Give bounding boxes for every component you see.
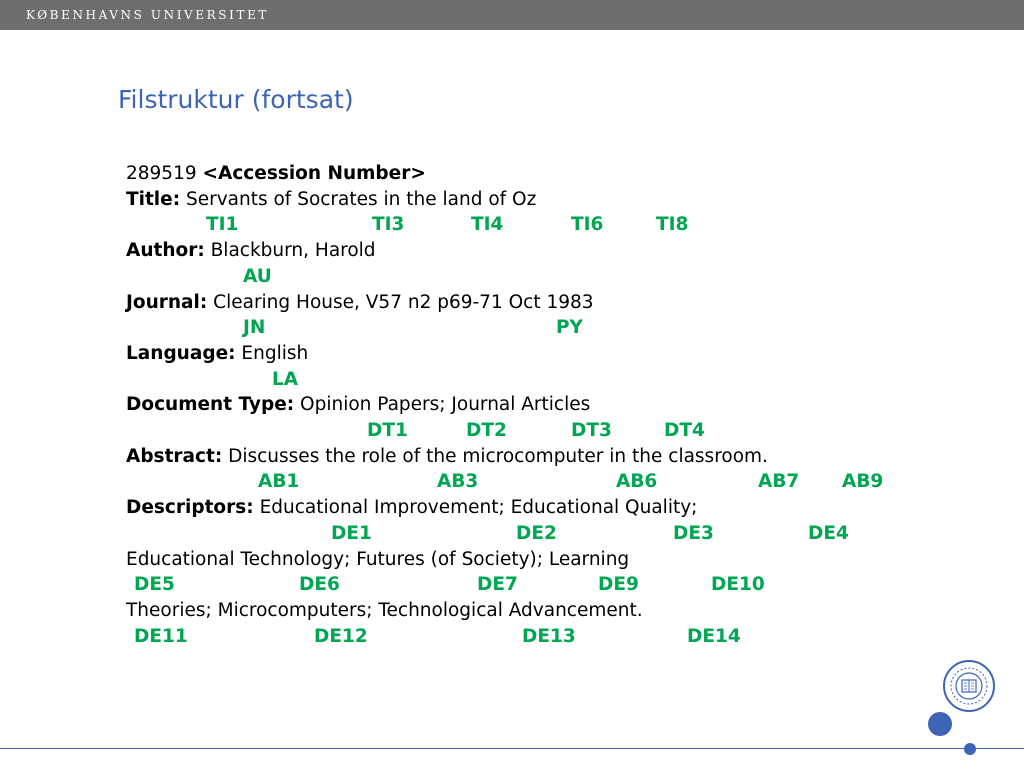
- field-tag: DE3: [673, 522, 714, 544]
- field-tag-row: [126, 572, 986, 598]
- field-tag: LA: [272, 368, 299, 390]
- field-tag: DE10: [711, 574, 765, 596]
- field-tag-row: [126, 212, 986, 238]
- decorative-dot-small: [964, 743, 976, 755]
- field-tag: AU: [243, 265, 272, 287]
- field-value: Opinion Papers; Journal Articles: [294, 394, 591, 416]
- field-tag: PY: [556, 317, 583, 339]
- field-tag: AB1: [258, 471, 300, 493]
- footer-rule: [0, 748, 1024, 749]
- field-tag: AB9: [842, 471, 884, 493]
- field-tag-row: [126, 367, 986, 393]
- field-label: Document Type:: [126, 394, 295, 416]
- record-line: [126, 598, 643, 624]
- field-label: <Accession Number>: [202, 163, 426, 184]
- field-tag: DT3: [571, 420, 612, 441]
- university-seal-icon: [943, 660, 995, 712]
- record-content: [126, 161, 986, 657]
- field-label: Journal:: [126, 291, 208, 313]
- field-tag: TI3: [372, 214, 405, 236]
- field-tag-row: [126, 264, 986, 290]
- field-tag: TI4: [471, 214, 504, 236]
- field-label: Author:: [126, 240, 205, 262]
- field-tag-row: [126, 469, 986, 495]
- field-tag-row: [126, 315, 986, 341]
- field-label: Language:: [126, 342, 236, 364]
- record-line: [126, 495, 697, 521]
- field-tag: DE1: [331, 522, 372, 544]
- field-tag: DE12: [314, 625, 368, 647]
- field-tag: AB3: [437, 471, 479, 493]
- field-tag: AB6: [616, 471, 658, 493]
- field-tag: DE11: [134, 625, 188, 647]
- field-tag: DE9: [598, 574, 639, 596]
- field-value: Discusses the role of the microcomputer in the classroom.: [222, 445, 768, 467]
- field-tag-row: [126, 418, 986, 444]
- field-value: Theories; Microcomputers; Technological Advancement.: [126, 599, 643, 621]
- field-tag: DT4: [664, 420, 705, 441]
- top-bar: [0, 0, 1024, 30]
- field-label: Title:: [126, 188, 181, 210]
- record-line: [126, 161, 426, 187]
- field-tag: DE14: [687, 625, 741, 647]
- field-value: Clearing House, V57 n2 p69-71 Oct 1983: [207, 291, 594, 313]
- field-tag: DT1: [367, 420, 408, 441]
- field-tag: DE2: [516, 522, 557, 544]
- field-label: Descriptors:: [126, 497, 254, 519]
- record-line: [126, 547, 629, 573]
- field-value: Educational Improvement; Educational Quality;: [253, 497, 698, 519]
- field-value: Blackburn, Harold: [204, 240, 376, 262]
- decorative-dot-large: [928, 712, 952, 736]
- field-tag: AB7: [758, 471, 800, 493]
- field-tag: DE7: [477, 574, 518, 596]
- record-line: [126, 392, 590, 418]
- field-value: English: [235, 342, 309, 364]
- slide-title: Filstruktur (fortsat): [118, 85, 354, 114]
- field-tag-row: [126, 521, 986, 547]
- field-tag: DE13: [522, 625, 576, 647]
- field-tag: DE6: [299, 574, 340, 596]
- field-value: 289519: [126, 163, 203, 184]
- field-value: Educational Technology; Futures (of Society); Learning: [126, 548, 630, 570]
- field-label: Abstract:: [126, 445, 223, 467]
- field-tag: DT2: [466, 420, 507, 441]
- field-tag-row: [126, 624, 986, 650]
- record-line: [126, 290, 594, 316]
- field-tag: TI6: [571, 214, 604, 236]
- record-line: [126, 341, 308, 367]
- field-tag: TI8: [656, 214, 689, 236]
- record-line: [126, 187, 536, 213]
- institution-name: KØBENHAVNS UNIVERSITET: [26, 8, 270, 22]
- record-line: [126, 444, 768, 470]
- field-tag: DE4: [808, 522, 849, 544]
- record-line: [126, 238, 376, 264]
- field-tag: DE5: [134, 574, 175, 596]
- field-tag: TI1: [206, 214, 239, 236]
- field-value: Servants of Socrates in the land of Oz: [180, 188, 537, 210]
- field-tag: JN: [243, 317, 266, 339]
